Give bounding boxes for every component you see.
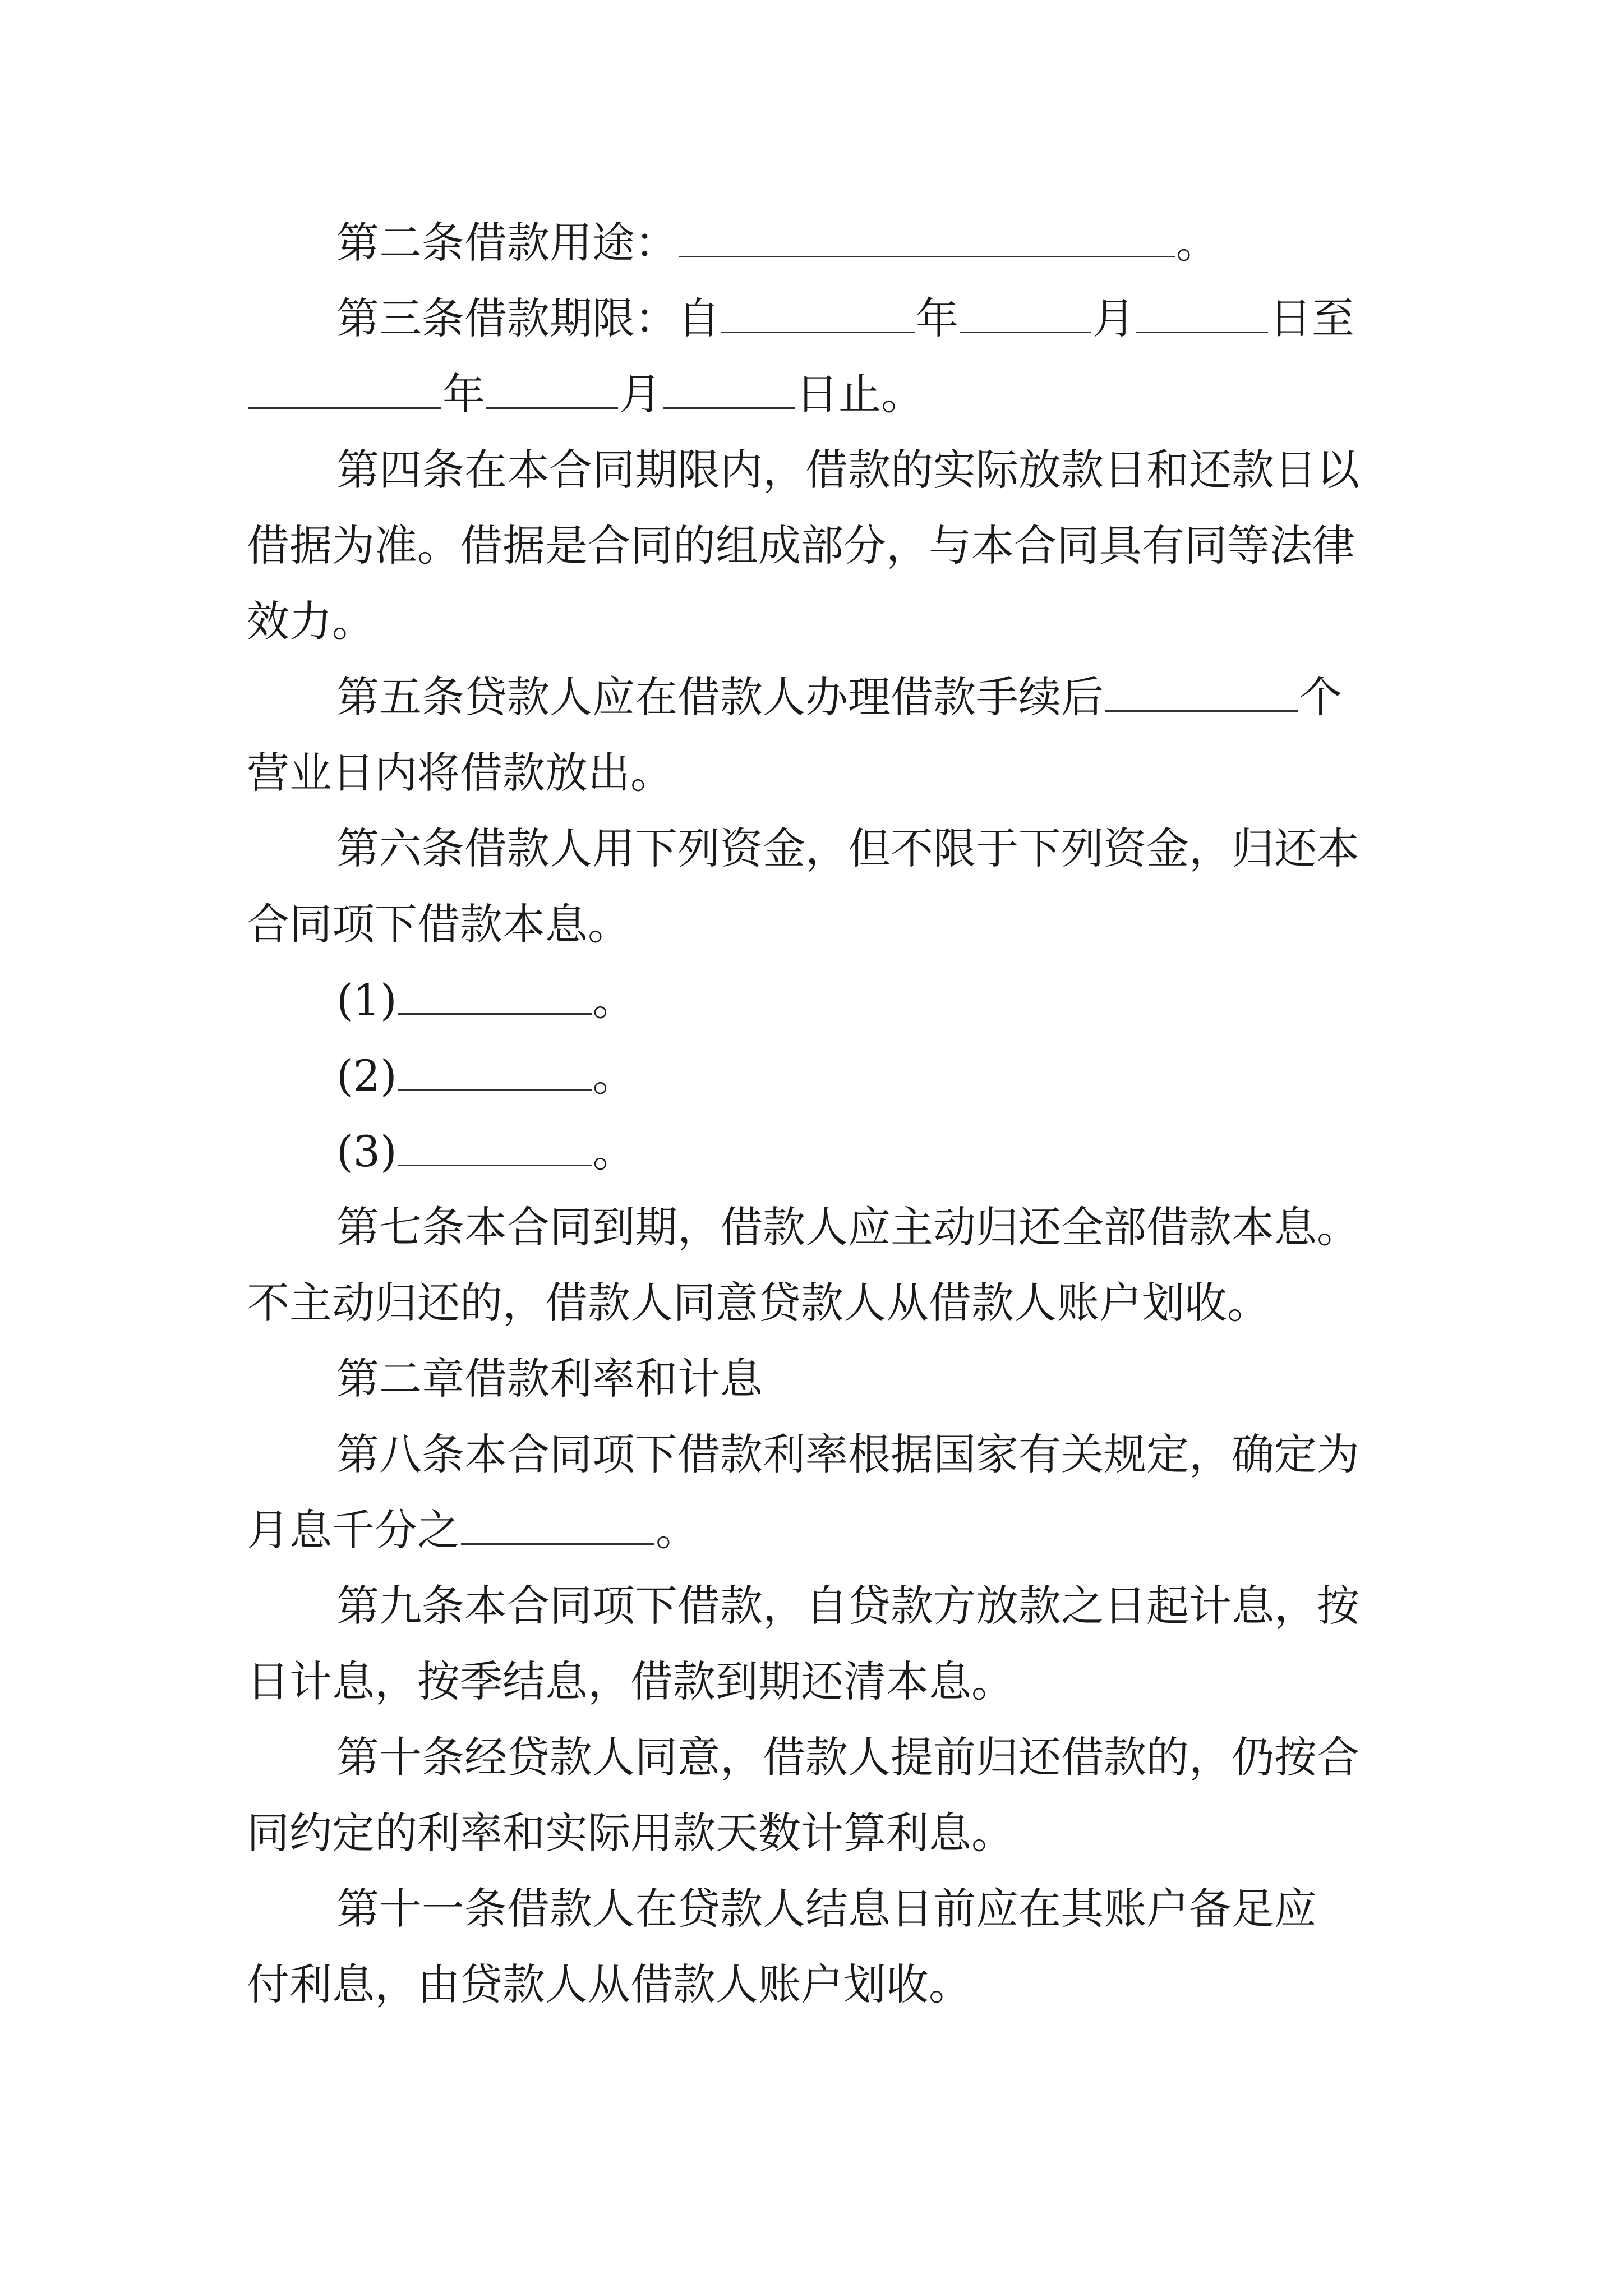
article-3-day-end: 日止。 <box>796 369 924 419</box>
repayment-item-2-blank[interactable] <box>398 1056 592 1091</box>
article-9-line-2: 日计息，按季结息，借款到期还清本息。 <box>247 1657 1014 1706</box>
start-year-blank[interactable] <box>721 299 915 333</box>
article-5-line-1 <box>336 672 1342 722</box>
end-month-blank[interactable] <box>486 375 618 409</box>
article-5-text: 第五条贷款人应在借款人办理借款手续后 <box>336 672 1104 722</box>
article-8-end: 。 <box>656 1505 698 1555</box>
repayment-item-end: 。 <box>592 975 635 1025</box>
article-3-text: 第三条借款期限：自 <box>336 293 720 343</box>
start-day-blank[interactable] <box>1136 299 1268 333</box>
article-11-line-1: 第十一条借款人在贷款人结息日前应在其账户备足应 <box>336 1884 1317 1934</box>
article-7-line-1: 第七条本合同到期，借款人应主动归还全部借款本息。 <box>336 1202 1359 1252</box>
article-3-day-to: 日至 <box>1269 293 1354 343</box>
article-2-end: 。 <box>1176 218 1219 268</box>
article-5-line-2: 营业日内将借款放出。 <box>247 748 673 798</box>
end-day-blank[interactable] <box>663 375 795 409</box>
article-4-line-1: 第四条在本合同期限内，借款的实际放款日和还款日以 <box>336 445 1359 495</box>
repayment-item-1 <box>336 975 635 1025</box>
end-year-blank[interactable] <box>248 375 441 409</box>
article-3-line-1 <box>336 293 1354 343</box>
article-6-line-1: 第六条借款人用下列资金，但不限于下列资金，归还本 <box>336 823 1359 873</box>
repayment-item-2 <box>336 1051 635 1101</box>
repayment-item-3-blank[interactable] <box>398 1132 592 1166</box>
repayment-item-end: 。 <box>592 1126 635 1176</box>
article-8-rate-text: 月息千分之 <box>247 1505 460 1555</box>
chapter-2-title: 第二章借款利率和计息 <box>336 1354 763 1404</box>
article-4-line-2: 借据为准。借据是合同的组成部分，与本合同具有同等法律 <box>247 521 1355 570</box>
repayment-item-1-blank[interactable] <box>398 981 592 1015</box>
article-2-line <box>336 218 1219 268</box>
article-8-line-1: 第八条本合同项下借款利率根据国家有关规定，确定为 <box>336 1429 1359 1479</box>
repayment-item-label: (1) <box>336 975 397 1025</box>
article-10-line-2: 同约定的利率和实际用款天数计算利息。 <box>247 1808 1014 1858</box>
article-11-line-2: 付利息，由贷款人从借款人账户划收。 <box>247 1959 971 2009</box>
article-3-month-2: 月 <box>619 369 662 419</box>
article-2-text: 第二条借款用途： <box>336 218 677 268</box>
article-3-year-2: 年 <box>442 369 485 419</box>
start-month-blank[interactable] <box>960 299 1091 333</box>
business-days-blank[interactable] <box>1105 678 1298 712</box>
article-8-line-2 <box>247 1505 698 1555</box>
repayment-item-label: (3) <box>336 1126 397 1176</box>
purpose-blank[interactable] <box>679 223 1175 257</box>
repayment-item-end: 。 <box>592 1051 635 1101</box>
interest-rate-blank[interactable] <box>461 1511 654 1545</box>
article-3-line-2 <box>247 369 924 419</box>
article-3-year-1: 年 <box>916 293 958 343</box>
article-3-month-1: 月 <box>1092 293 1135 343</box>
article-4-line-3: 效力。 <box>247 596 375 646</box>
article-9-line-1: 第九条本合同项下借款，自贷款方放款之日起计息，按 <box>336 1581 1359 1631</box>
article-6-line-2: 合同项下借款本息。 <box>247 899 630 949</box>
article-7-line-2: 不主动归还的，借款人同意贷款人从借款人账户划收。 <box>247 1278 1270 1328</box>
article-10-line-1: 第十条经贷款人同意，借款人提前归还借款的，仍按合 <box>336 1732 1359 1782</box>
article-5-unit: 个 <box>1299 672 1342 722</box>
repayment-item-3 <box>336 1126 635 1176</box>
repayment-item-label: (2) <box>336 1051 397 1101</box>
